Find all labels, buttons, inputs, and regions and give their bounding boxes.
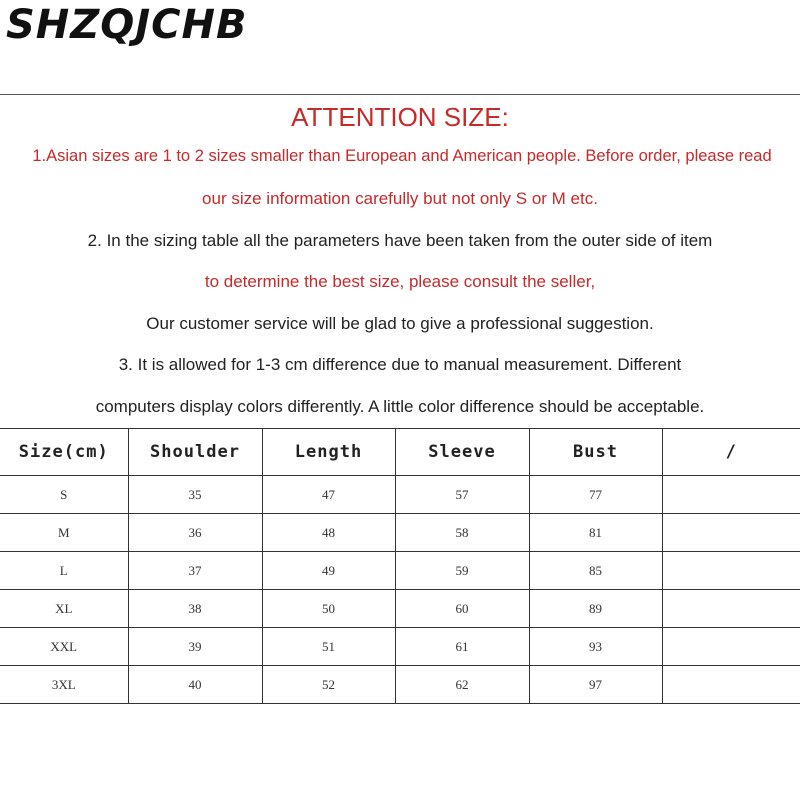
notice-line-7: computers display colors differently. A little color difference should be acceptable. [95, 397, 705, 416]
table-cell: 48 [262, 514, 395, 552]
table-cell: 77 [529, 476, 662, 514]
table-row [0, 476, 800, 514]
table-cell: 50 [262, 590, 395, 628]
table-cell [662, 476, 800, 514]
table-cell: 57 [395, 476, 529, 514]
table-cell: 97 [529, 666, 662, 704]
notice-line-3: 2. In the sizing table all the parameters have been taken from the outer side of item [87, 231, 713, 250]
table-cell: 81 [529, 514, 662, 552]
table-cell: 85 [529, 552, 662, 590]
table-cell: 47 [262, 476, 395, 514]
table-cell: 51 [262, 628, 395, 666]
header-bust: Bust [529, 429, 662, 476]
header-size: Size(cm) [0, 429, 128, 476]
header-sleeve: Sleeve [395, 429, 529, 476]
table-cell [662, 628, 800, 666]
table-cell [662, 552, 800, 590]
table-cell [662, 514, 800, 552]
divider [0, 94, 800, 95]
notice-title: ATTENTION SIZE: [291, 102, 509, 132]
table-cell: 35 [128, 476, 262, 514]
table-cell: 49 [262, 552, 395, 590]
table-cell: 36 [128, 514, 262, 552]
header-slash: / [662, 429, 800, 476]
table-cell [662, 666, 800, 704]
notice-line-1 [4, 147, 800, 166]
size-table [0, 428, 800, 704]
table-row [0, 514, 800, 552]
table-cell: 58 [395, 514, 529, 552]
table-cell: 3XL [0, 666, 128, 704]
table-cell: 89 [529, 590, 662, 628]
table-cell [662, 590, 800, 628]
notice-line-6: 3. It is allowed for 1-3 cm difference due to manual measurement. Different [118, 355, 682, 374]
table-cell: 93 [529, 628, 662, 666]
table-cell: 59 [395, 552, 529, 590]
notice-line-5: Our customer service will be glad to give a professional suggestion. [146, 314, 654, 333]
table-cell: M [0, 514, 128, 552]
table-cell: 62 [395, 666, 529, 704]
notice-line-1-text: Asian sizes are 1 to 2 sizes smaller than European and American people. Before order, please read [46, 147, 772, 165]
table-cell: 61 [395, 628, 529, 666]
table-cell: 38 [128, 590, 262, 628]
table-row [0, 628, 800, 666]
table-cell: XL [0, 590, 128, 628]
table-cell: 60 [395, 590, 529, 628]
brand-logo: SHZQJCHB [6, 2, 248, 48]
table-cell: 37 [128, 552, 262, 590]
table-cell: 52 [262, 666, 395, 704]
notice-line-4: to determine the best size, please consult the seller, [204, 272, 596, 291]
table-cell: L [0, 552, 128, 590]
table-cell: S [0, 476, 128, 514]
table-cell: 39 [128, 628, 262, 666]
table-row [0, 666, 800, 704]
table-cell: 40 [128, 666, 262, 704]
table-row [0, 590, 800, 628]
notice-line-1-number: 1. [32, 147, 47, 165]
notice-line-2: our size information carefully but not only S or M etc. [202, 189, 598, 208]
header-length: Length [262, 429, 395, 476]
table-header-row [0, 429, 800, 476]
table-cell: XXL [0, 628, 128, 666]
header-shoulder: Shoulder [128, 429, 262, 476]
table-row [0, 552, 800, 590]
